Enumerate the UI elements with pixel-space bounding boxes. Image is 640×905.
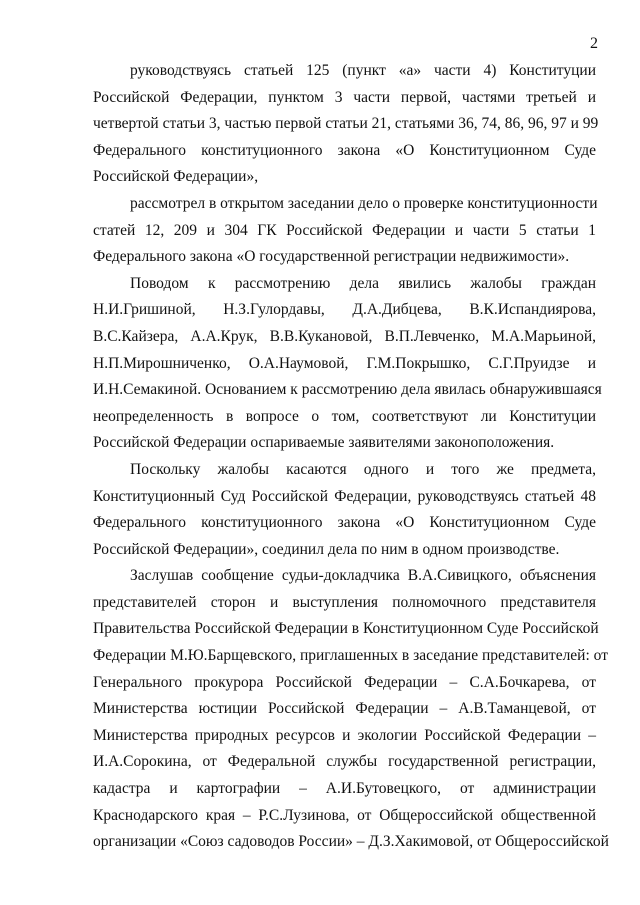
text-line: Министерства юстиции Российской Федерации – А.В.Таманцевой, от <box>93 700 596 718</box>
text-line: Н.И.Гришиной, Н.З.Гулордавы, Д.А.Дибцева, В.К.Испандиярова, <box>93 301 596 319</box>
text-line: Заслушав сообщение судьи-докладчика В.А.Сивицкого, объяснения <box>130 567 596 585</box>
paragraph <box>93 58 599 191</box>
text-line: руководствуясь статьей 125 (пункт «а» части 4) Конституции <box>130 62 596 79</box>
text-line: В.С.Кайзера, А.А.Крук, В.В.Кукановой, В.П.Левченко, М.А.Марьиной, <box>93 327 596 345</box>
text-line: Федерального конституционного закона «О Конституционном Суде <box>93 141 596 159</box>
text-line: Поводом к рассмотрению дела явились жалобы граждан <box>130 274 596 292</box>
page-number: 2 <box>590 35 598 52</box>
text-line: Федерации М.Ю.Барщевского, приглашенных в заседание представителей: от <box>93 647 608 665</box>
text-line: четвертой статьи 3, частью первой статьи 21, статьями 36, 74, 86, 96, 97 и 99 <box>93 115 599 133</box>
text-line: Правительства Российской Федерации в Конституционном Суде Российской <box>93 620 599 638</box>
paragraph <box>93 271 602 457</box>
paragraph <box>93 191 596 271</box>
text-line: Федерального закона «О государственной регистрации недвижимости». <box>93 248 570 266</box>
text-line: Краснодарского края – Р.С.Лузинова, от Общероссийской общественной <box>93 806 596 824</box>
text-line: Министерства природных ресурсов и экологии Российской Федерации – <box>93 726 596 744</box>
text-line: неопределенность в вопросе о том, соответствуют ли Конституции <box>93 407 596 425</box>
paragraph <box>93 457 596 563</box>
text-line: Генерального прокурора Российской Федерации – С.А.Бочкарева, от <box>93 673 596 691</box>
text-line: статей 12, 209 и 304 ГК Российской Федерации и части 5 статьи 1 <box>93 221 596 239</box>
text-line: рассмотрел в открытом заседании дело о проверке конституционности <box>130 194 598 212</box>
document-body <box>93 58 609 856</box>
text-line: Российской Федерации оспариваемые заявителями законоположения. <box>93 434 555 452</box>
text-line: Конституционный Суд Российской Федерации, руководствуясь статьей 48 <box>93 487 596 505</box>
text-line: Российской Федерации», соединил дела по ним в одном производстве. <box>93 540 560 558</box>
text-line: И.Н.Семакиной. Основанием к рассмотрению дела явилась обнаружившаяся <box>93 381 602 399</box>
text-line: представителей сторон и выступления полномочного представителя <box>93 593 596 611</box>
text-line: организации «Союз садоводов России» – Д.З.Хакимовой, от Общероссийской <box>93 833 609 851</box>
text-line: Российской Федерации», <box>93 168 259 186</box>
text-line: Федерального конституционного закона «О Конституционном Суде <box>93 514 596 532</box>
text-line: И.А.Сорокина, от Федеральной службы государственной регистрации, <box>93 753 596 771</box>
text-line: Поскольку жалобы касаются одного и того же предмета, <box>130 460 596 478</box>
text-line: Н.П.Мирошниченко, О.А.Наумовой, Г.М.Покрышко, С.Г.Пруидзе и <box>93 354 596 372</box>
paragraph <box>93 563 609 856</box>
text-line: Российской Федерации, пунктом 3 части первой, частями третьей и <box>93 88 596 106</box>
text-line: кадастра и картографии – А.И.Бутовецкого, от администрации <box>93 780 596 798</box>
